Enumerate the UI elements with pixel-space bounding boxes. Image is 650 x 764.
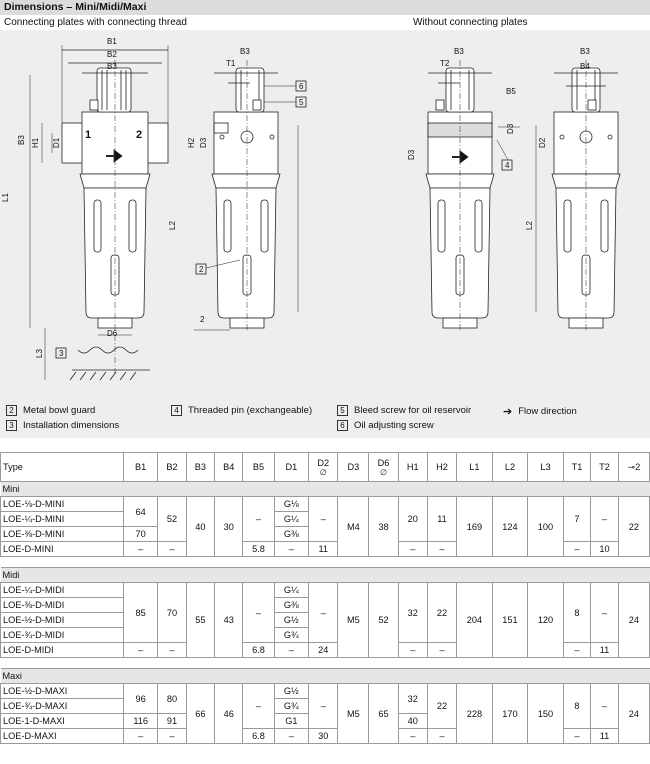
table-group-row: Mini — [1, 482, 650, 497]
value-cell: – — [309, 497, 338, 542]
section-title: Dimensions – Mini/Midi/Maxi — [4, 1, 147, 13]
value-cell: – — [309, 684, 338, 729]
svg-text:2: 2 — [136, 129, 143, 141]
value-cell: – — [398, 729, 427, 744]
value-cell: G½ — [274, 613, 309, 628]
value-cell: – — [124, 542, 158, 557]
value-cell: 64 — [124, 497, 158, 527]
table-spacer-row — [1, 658, 650, 669]
value-cell: 11 — [427, 497, 456, 542]
value-cell: 204 — [457, 583, 493, 658]
value-cell: 22 — [427, 583, 456, 643]
svg-text:B3: B3 — [454, 47, 464, 56]
value-cell: 52 — [158, 497, 186, 542]
value-cell: – — [591, 583, 618, 643]
value-cell: – — [124, 729, 158, 744]
svg-text:L1: L1 — [1, 193, 10, 202]
table-row — [1, 583, 650, 598]
value-cell: 6.8 — [243, 729, 274, 744]
value-cell: 20 — [398, 497, 427, 542]
svg-text:B2: B2 — [107, 50, 117, 59]
value-cell: 11 — [591, 643, 618, 658]
value-cell: 24 — [618, 583, 649, 658]
legend-item: 6 Oil adjusting screw — [337, 420, 434, 431]
value-cell: – — [563, 643, 590, 658]
value-cell: – — [427, 729, 456, 744]
legend-item: 2 Metal bowl guard — [6, 405, 95, 416]
value-cell: 151 — [492, 583, 528, 658]
svg-text:2: 2 — [200, 315, 205, 324]
type-cell: LOE-⅜-D-MINI — [1, 527, 124, 542]
value-cell: 8 — [563, 583, 590, 643]
value-cell: 24 — [618, 684, 649, 744]
value-cell: – — [309, 583, 338, 643]
value-cell: 100 — [528, 497, 564, 557]
legend-item: ➔ Flow direction — [503, 406, 577, 418]
front-view-plates — [30, 45, 168, 380]
value-cell: 32 — [398, 583, 427, 643]
svg-text:D3: D3 — [506, 123, 515, 134]
left-caption: Connecting plates with connecting thread — [4, 17, 187, 28]
svg-text:B3: B3 — [17, 135, 26, 145]
value-cell: 11 — [591, 729, 618, 744]
value-cell: – — [158, 643, 186, 658]
value-cell: 169 — [457, 497, 493, 557]
type-cell: LOE-1-D-MAXI — [1, 714, 124, 729]
value-cell: 170 — [492, 684, 528, 744]
dimensions-table — [0, 452, 650, 744]
table-header-row: Type B1 B2 B3 B4 B5 D1 D2 ∅ D3 D6 ∅ H1 H2 L1 L2 L3 T1 T2 ⊸2 — [1, 453, 650, 482]
value-cell: – — [398, 542, 427, 557]
svg-text:B3: B3 — [107, 62, 117, 71]
value-cell: 96 — [124, 684, 158, 714]
type-cell: LOE-D-MAXI — [1, 729, 124, 744]
svg-text:B3: B3 — [240, 47, 250, 56]
table-row — [1, 497, 650, 512]
svg-text:6: 6 — [299, 82, 304, 91]
svg-text:D3: D3 — [199, 137, 208, 148]
type-cell: LOE-¼-D-MINI — [1, 512, 124, 527]
value-cell: – — [398, 643, 427, 658]
svg-text:L3: L3 — [35, 349, 44, 358]
side-view-no-plates — [536, 60, 620, 330]
value-cell: M5 — [338, 583, 369, 658]
flow-arrow-icon: ➔ — [503, 406, 513, 418]
value-cell: – — [274, 542, 309, 557]
value-cell: 40 — [186, 497, 214, 557]
table-group-row: Midi — [1, 568, 650, 583]
value-cell: – — [158, 542, 186, 557]
value-cell: – — [563, 729, 590, 744]
value-cell: – — [274, 643, 309, 658]
value-cell: 40 — [398, 714, 427, 729]
value-cell: M5 — [338, 684, 369, 744]
svg-text:T1: T1 — [226, 59, 236, 68]
value-cell: 120 — [528, 583, 564, 658]
value-cell: 32 — [398, 684, 427, 714]
type-cell: LOE-⅛-D-MINI — [1, 497, 124, 512]
value-cell: G½ — [274, 684, 309, 699]
callout-3: 3 — [59, 349, 64, 358]
value-cell: G¼ — [274, 583, 309, 598]
value-cell: G1 — [274, 714, 309, 729]
value-cell: M4 — [338, 497, 369, 557]
value-cell: – — [591, 684, 618, 729]
value-cell: G¾ — [274, 628, 309, 643]
value-cell: 116 — [124, 714, 158, 729]
table-group-row: Maxi — [1, 669, 650, 684]
value-cell: 70 — [158, 583, 186, 643]
type-cell: LOE-¾-D-MAXI — [1, 699, 124, 714]
svg-text:D1: D1 — [52, 137, 61, 148]
svg-text:D3: D3 — [407, 149, 416, 160]
svg-text:D2: D2 — [538, 137, 547, 148]
value-cell: 6.8 — [243, 643, 274, 658]
type-cell: LOE-D-MIDI — [1, 643, 124, 658]
legend-item: 5 Bleed screw for oil reservoir — [337, 405, 471, 416]
value-cell: G⅜ — [274, 527, 309, 542]
type-cell: LOE-¼-D-MIDI — [1, 583, 124, 598]
value-cell: G¾ — [274, 699, 309, 714]
table-body — [1, 482, 650, 744]
value-cell: 30 — [215, 497, 243, 557]
value-cell: 24 — [309, 643, 338, 658]
value-cell: 70 — [124, 527, 158, 542]
value-cell: G¼ — [274, 512, 309, 527]
value-cell: – — [427, 643, 456, 658]
value-cell: 66 — [186, 684, 214, 744]
type-cell: LOE-D-MINI — [1, 542, 124, 557]
svg-text:L2: L2 — [525, 221, 534, 230]
value-cell: 43 — [215, 583, 243, 658]
technical-drawing — [0, 30, 650, 400]
type-cell: LOE-½-D-MAXI — [1, 684, 124, 699]
right-caption: Without connecting plates — [413, 17, 528, 28]
legend-item: 4 Threaded pin (exchangeable) — [171, 405, 312, 416]
value-cell: – — [158, 729, 186, 744]
value-cell: – — [591, 497, 618, 542]
value-cell: 85 — [124, 583, 158, 643]
type-cell: LOE-¾-D-MIDI — [1, 628, 124, 643]
value-cell: – — [243, 583, 274, 643]
value-cell: 10 — [591, 542, 618, 557]
side-view-plates — [194, 60, 298, 330]
value-cell: 22 — [618, 497, 649, 557]
svg-text:H2: H2 — [187, 137, 196, 148]
svg-text:B4: B4 — [580, 62, 590, 71]
table-spacer-row — [1, 557, 650, 568]
value-cell: G⅜ — [274, 598, 309, 613]
value-cell: 91 — [158, 714, 186, 729]
value-cell: 55 — [186, 583, 214, 658]
svg-text:H1: H1 — [31, 137, 40, 148]
svg-text:4: 4 — [505, 161, 510, 170]
svg-text:L2: L2 — [168, 221, 177, 230]
value-cell: – — [427, 542, 456, 557]
legend — [0, 400, 650, 438]
value-cell: 65 — [369, 684, 398, 744]
svg-text:2: 2 — [199, 265, 204, 274]
legend-item: 3 Installation dimensions — [6, 420, 119, 431]
svg-text:T2: T2 — [440, 59, 450, 68]
value-cell: 80 — [158, 684, 186, 714]
value-cell: 46 — [215, 684, 243, 744]
value-cell: – — [563, 542, 590, 557]
svg-text:B1: B1 — [107, 37, 117, 46]
value-cell: – — [274, 729, 309, 744]
front-view-no-plates — [426, 60, 520, 330]
value-cell: 5.8 — [243, 542, 274, 557]
svg-text:B3: B3 — [580, 47, 590, 56]
value-cell: G⅛ — [274, 497, 309, 512]
table-row — [1, 684, 650, 699]
svg-text:D6: D6 — [107, 329, 118, 338]
value-cell: – — [243, 684, 274, 729]
value-cell: 8 — [563, 684, 590, 729]
value-cell: 38 — [369, 497, 398, 557]
value-cell: 7 — [563, 497, 590, 542]
value-cell: 11 — [309, 542, 338, 557]
svg-text:5: 5 — [299, 98, 304, 107]
value-cell: 124 — [492, 497, 528, 557]
type-cell: LOE-½-D-MIDI — [1, 613, 124, 628]
value-cell: 150 — [528, 684, 564, 744]
type-cell: LOE-⅜-D-MIDI — [1, 598, 124, 613]
value-cell: 22 — [427, 684, 456, 729]
value-cell: 228 — [457, 684, 493, 744]
svg-text:1: 1 — [85, 129, 92, 141]
svg-text:B5: B5 — [506, 87, 516, 96]
value-cell: – — [243, 497, 274, 542]
value-cell: 52 — [369, 583, 398, 658]
value-cell: – — [124, 643, 158, 658]
value-cell: 30 — [309, 729, 338, 744]
